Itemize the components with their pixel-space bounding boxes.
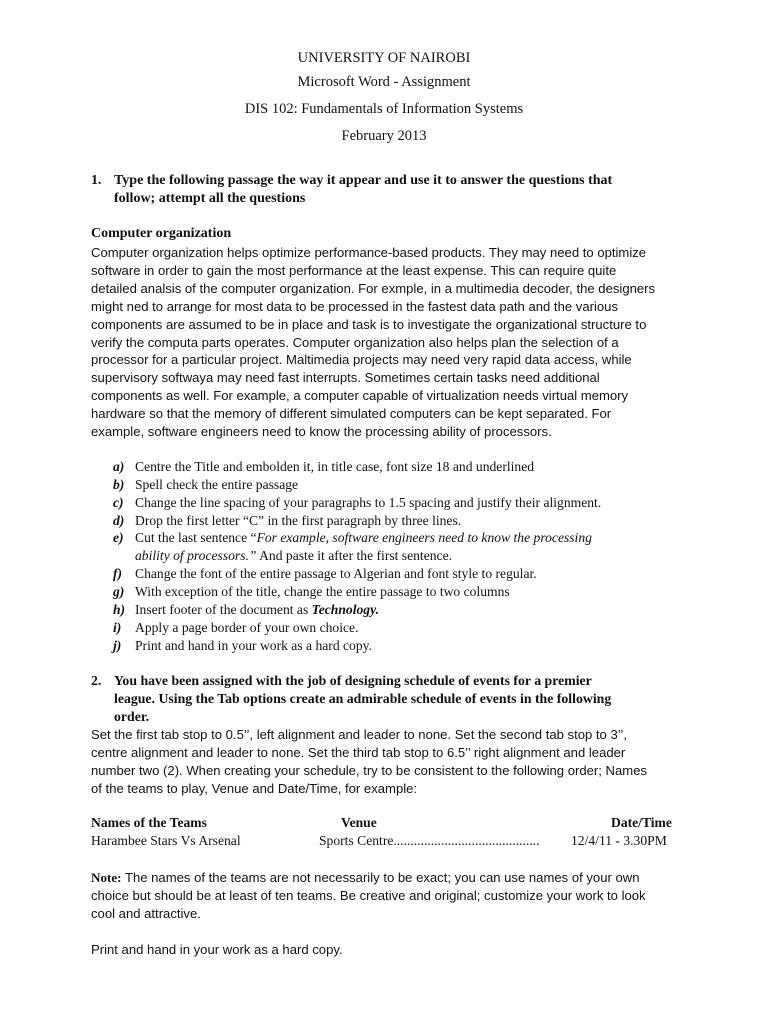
question-text-line1: You have been assigned with the job of designing schedule of events for a premier [114,673,592,688]
task-text: Change the font of the entire passage to Algerian and font style to regular. [135,566,537,581]
header-venue: Venue [341,815,377,830]
task-text: Cut the last sentence “For example, software engineers need to know the processing [135,530,592,545]
question-number: 1. [91,173,102,188]
passage-line: software in order to gain the most performance at the least expense. This can require quite [91,262,617,278]
task-label: j) [113,638,122,653]
passage [91,244,701,441]
task-text: With exception of the title, change the entire passage to two columns [135,584,510,599]
cell-teams: Harambee Stars Vs Arsenal [91,833,241,848]
question-text-line2: league. Using the Tab options create an admirable schedule of events in the following [114,691,612,706]
passage-line: might ned to arrange for most data to be processed in the fastest data path and the various [91,298,618,314]
note-line [91,869,701,887]
task-label: b) [113,477,125,492]
passage-line: Computer organization helps optimize performance-based products. They may need to optimize [91,245,647,260]
instruction-line: Set the first tab stop to 0.5’’, left alignment and leader to none. Set the second tab stop to 3’’, [91,727,627,742]
task-text: Print and hand in your work as a hard copy. [135,638,372,653]
task-label: d) [113,513,125,528]
passage-heading: Computer organization [91,226,232,241]
task-label: h) [113,602,126,617]
note-paragraph [91,869,701,923]
note-text: The names of the teams are not necessarily to be exact; you can use names of your own [121,870,640,885]
passage-line: components are assumed to be in place and task is to investigate the organizational structure to [91,316,647,332]
task-text: Spell check the entire passage [135,477,299,492]
note-line: cool and attractive. [91,905,201,921]
instruction-line: number two (2). When creating your schedule, try to be consistent to the following order; Names [91,762,648,778]
task-label: f) [113,566,123,581]
task-label: g) [113,584,125,599]
question-1 [91,172,699,208]
passage-line: hardware so that the memory of different simulated computers can be kept separated. For [91,406,612,422]
task-text: Change the line spacing of your paragraphs to 1.5 spacing and justify their alignment. [135,495,602,510]
task-label: c) [113,495,124,510]
assignment-subtitle: Microsoft Word - Assignment [297,74,471,90]
passage-line: detailed analsis of the computer organization. For exmple, in a multimedia decoder, the designers [91,280,656,296]
passage-line: verify the computa parts operates. Computer organization also helps plan the selection of a [91,334,619,350]
question-text-line3: order. [114,709,150,724]
passage-line: processor for a particular project. Maltimedia projects may need very rapid data access, while [91,352,632,368]
task-text: Drop the first letter “C” in the first paragraph by three lines. [135,513,462,528]
task-label: a) [113,459,125,474]
task-text: Centre the Title and embolden it, in title case, font size 18 and underlined [135,459,535,474]
passage-line: supervisory softwaya may need fast interrupts. Sometimes certain tasks need additional [91,370,600,386]
question-2 [91,672,699,726]
closing-line: Print and hand in your work as a hard copy. [91,942,343,957]
passage-line: components as well. For example, a computer capable of virtualization needs virtual memory [91,388,629,404]
question-text-line1: Type the following passage the way it appear and use it to answer the questions that [114,173,613,188]
task-text-continued: ability of processors.” And paste it after the first sentence. [135,548,452,563]
cell-venue: Sports Centre........................................... [319,833,540,848]
header-datetime: Date/Time [611,815,672,830]
question-text-line2: follow; attempt all the questions [114,191,306,206]
course-title: DIS 102: Fundamentals of Information Systems [244,101,524,117]
task-text: Insert footer of the document as Technology. [135,602,380,617]
task-label: i) [113,620,122,635]
header-teams: Names of the Teams [91,815,207,830]
instruction-line: of the teams to play, Venue and Date/Time, for example: [91,780,418,796]
tab-instructions [91,726,701,798]
question-number: 2. [91,673,102,688]
university-title: UNIVERSITY OF NAIROBI [297,50,471,66]
cell-datetime: 12/4/11 - 3.30PM [571,833,667,848]
task-text: Apply a page border of your own choice. [135,620,359,635]
task-label: e) [113,530,124,545]
passage-line: example, software engineers need to know the processing ability of processors. [91,424,552,440]
note-label: Note: [91,870,122,885]
instruction-line: centre alignment and leader to none. Set the third tab stop to 6.5’’ right alignment and leader [91,744,626,760]
note-line: choice but should be at least of ten teams. Be creative and original; customize your work to look [91,887,646,903]
date-line: February 2013 [341,128,427,144]
